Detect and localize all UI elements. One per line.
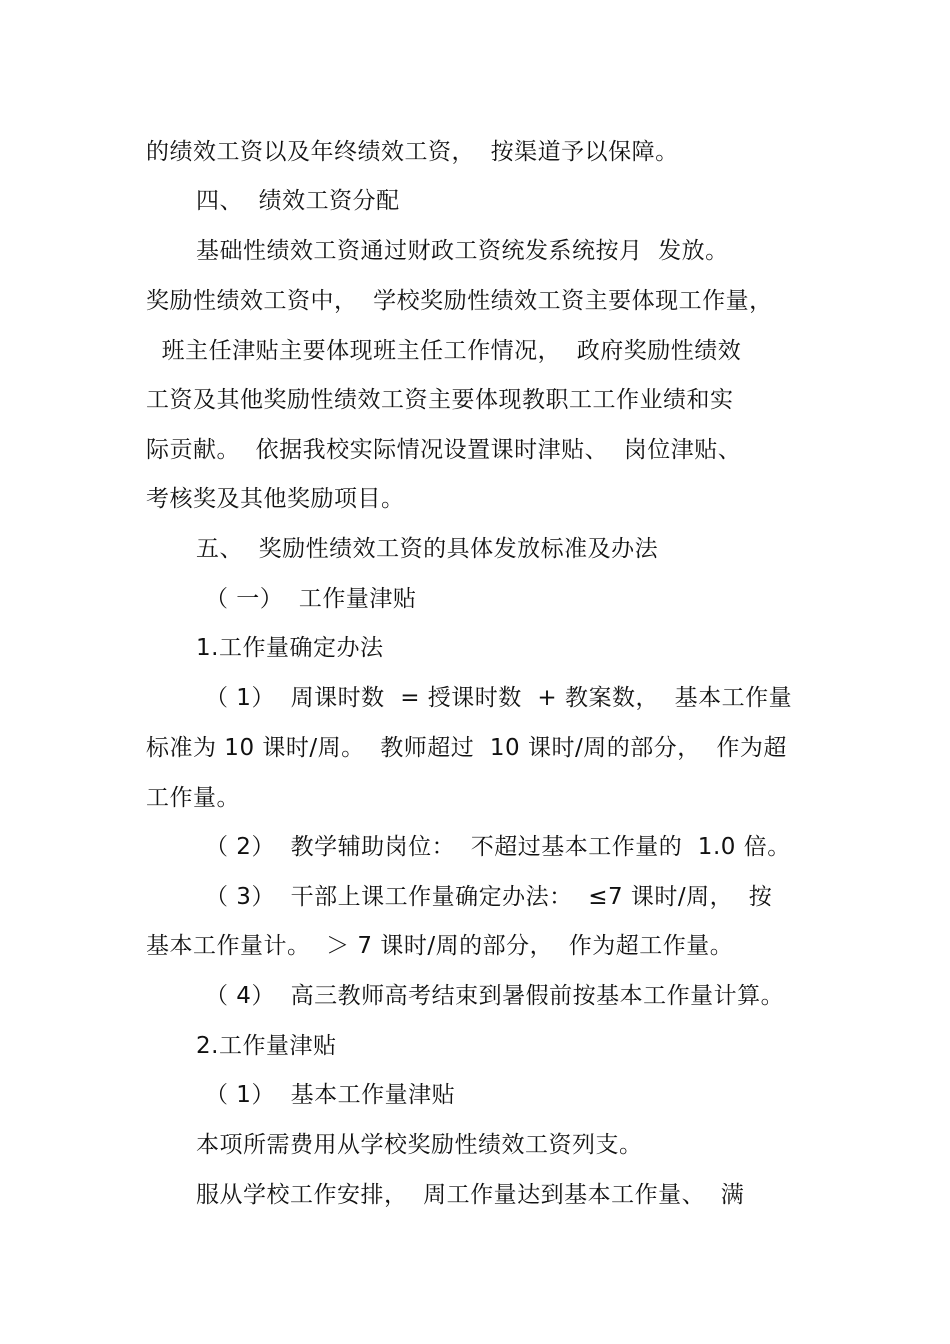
- text-line: 际贡献。 依据我校实际情况设置课时津贴、 岗位津贴、: [146, 437, 742, 463]
- text-line: （ 4） 高三教师高考结束到暑假前按基本工作量计算。: [205, 983, 785, 1009]
- text-line: 标准为 10 课时/周。 教师超过 10 课时/周的部分， 作为超: [146, 735, 787, 761]
- text-line: 工资及其他奖励性绩效工资主要体现教职工工作业绩和实: [146, 387, 734, 413]
- text-line: （ 2） 教学辅助岗位： 不超过基本工作量的 1.0 倍。: [205, 834, 791, 860]
- text-line: 基本工作量计。 ＞ 7 课时/周的部分， 作为超工作量。: [146, 933, 734, 959]
- subsection-heading: （ 1） 基本工作量津贴: [205, 1082, 456, 1108]
- section-heading: 五、 奖励性绩效工资的具体发放标准及办法: [196, 536, 659, 562]
- text-line: 本项所需费用从学校奖励性绩效工资列支。: [196, 1132, 643, 1158]
- text-line: 基础性绩效工资通过财政工资统发系统按月 发放。: [196, 238, 729, 264]
- text-line: （ 1） 周课时数 = 授课时数 + 教案数， 基本工作量: [205, 685, 793, 711]
- subsection-heading: 1.工作量确定办法: [196, 635, 384, 661]
- subsection-heading: （ 一） 工作量津贴: [205, 586, 417, 612]
- text-line: 奖励性绩效工资中， 学校奖励性绩效工资主要体现工作量，: [146, 288, 773, 314]
- section-heading: 四、 绩效工资分配: [196, 188, 400, 214]
- text-line: 服从学校工作安排， 周工作量达到基本工作量、 满: [196, 1182, 745, 1208]
- text-line: 考核奖及其他奖励项目。: [146, 486, 405, 512]
- text-line: 的绩效工资以及年终绩效工资， 按渠道予以保障。: [146, 139, 679, 165]
- text-line: 班主任津贴主要体现班主任工作情况， 政府奖励性绩效: [146, 338, 742, 364]
- subsection-heading: 2.工作量津贴: [196, 1033, 337, 1059]
- text-line: （ 3） 干部上课工作量确定办法： ≤7 课时/周， 按: [205, 884, 773, 910]
- text-line: 工作量。: [146, 785, 240, 811]
